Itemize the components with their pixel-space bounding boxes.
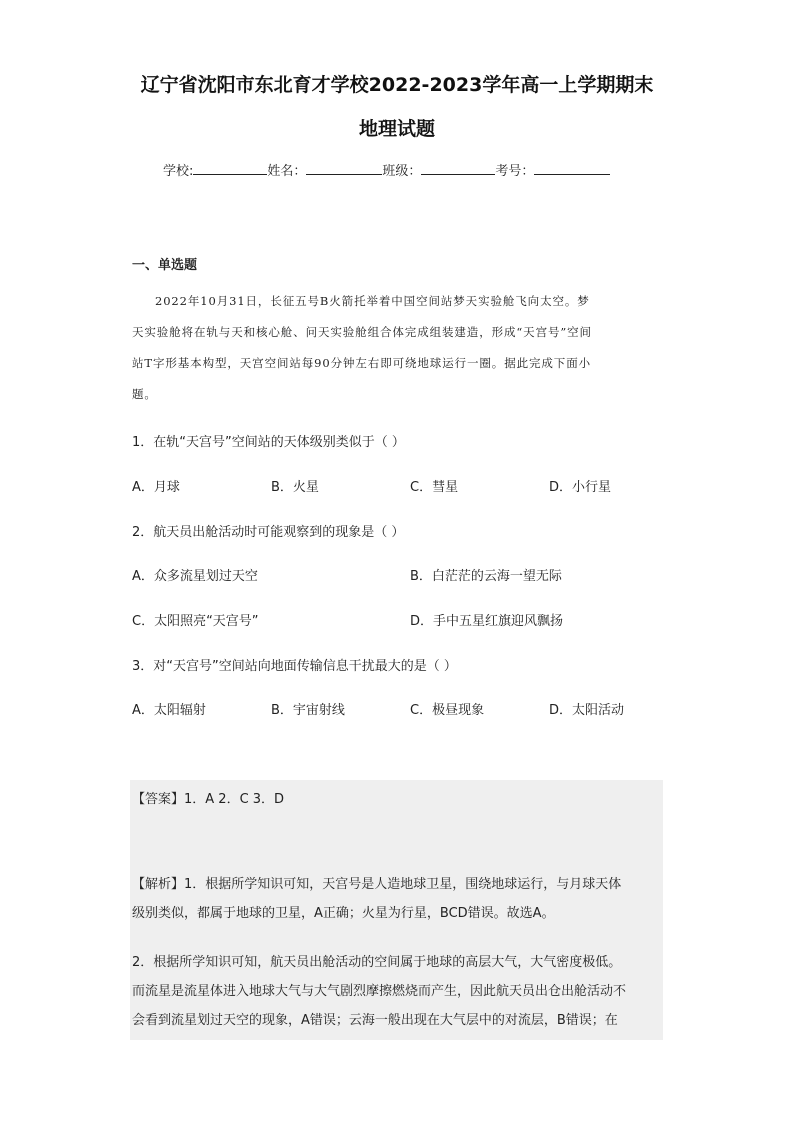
question-3-option-c[interactable]: C．极昼现象: [410, 703, 485, 718]
question-1-stem: 1．在轨“天宫号”空间站的天体级别类似于（ ）: [132, 435, 405, 450]
question-3-option-b[interactable]: B．宇宙射线: [271, 703, 345, 718]
question-2-stem: 2．航天员出舱活动时可能观察到的现象是（ ）: [132, 525, 405, 540]
reading-passage: [132, 286, 662, 410]
student-info-line: [163, 160, 610, 179]
exam-number-blank[interactable]: [534, 162, 610, 175]
exam-number-label: 考号：: [495, 164, 535, 179]
question-3-option-d[interactable]: D．太阳活动: [549, 703, 625, 718]
document-title-line1: 辽宁省沈阳市东北育才学校2022-2023学年高一上学期期末: [140, 74, 654, 96]
answer-key: 【答案】1．A 2．C 3．D: [132, 792, 285, 807]
explanation-paragraph-2: [132, 948, 662, 1035]
section-heading: 一、单选题: [132, 258, 198, 273]
name-blank[interactable]: [306, 162, 382, 175]
explanation-paragraph-1: [132, 870, 662, 928]
question-1-option-b[interactable]: B．火星: [271, 480, 319, 495]
question-2-option-a[interactable]: A．众多流星划过天空: [132, 569, 258, 584]
class-blank[interactable]: [421, 162, 495, 175]
passage-line: 天实验舱将在轨与天和核心舱、问天实验舱组合体完成组装建造，形成“天宫号”空间: [132, 325, 592, 339]
question-1-option-a[interactable]: A．月球: [132, 480, 180, 495]
question-2-option-d[interactable]: D．手中五星红旗迎风飘扬: [410, 614, 564, 629]
passage-line: 2022年10月31日，长征五号B火箭托举着中国空间站梦天实验舱飞向太空。梦: [155, 294, 590, 308]
class-label: 班级：: [382, 164, 422, 179]
name-label: 姓名：: [267, 164, 307, 179]
explanation-line: 级别类似，都属于地球的卫星，A正确；火星为行星，BCD错误。故选A。: [132, 906, 555, 921]
explanation-line: 而流星是流星体进入地球大气与大气剧烈摩擦燃烧而产生，因此航天员出仓出舱活动不: [132, 984, 627, 999]
explanation-line: 2．根据所学知识可知，航天员出舱活动的空间属于地球的高层大气，大气密度极低。: [132, 955, 622, 970]
question-2-option-b[interactable]: B．白茫茫的云海一望无际: [410, 569, 562, 584]
passage-line: 题。: [132, 387, 157, 401]
question-3-option-a[interactable]: A．太阳辐射: [132, 703, 206, 718]
explanation-line: 【解析】1．根据所学知识可知，天宫号是人造地球卫星，围绕地球运行，与月球天体: [132, 877, 622, 892]
school-blank[interactable]: [193, 162, 267, 175]
school-label: 学校:: [163, 164, 194, 179]
question-1-option-d[interactable]: D．小行星: [549, 480, 612, 495]
question-1-option-c[interactable]: C．彗星: [410, 480, 459, 495]
question-2-option-c[interactable]: C．太阳照亮“天宫号”: [132, 614, 259, 629]
question-3-stem: 3．对“天宫号”空间站向地面传输信息干扰最大的是（ ）: [132, 659, 457, 674]
explanation-line: 会看到流星划过天空的现象，A错误；云海一般出现在大气层中的对流层，B错误；在: [132, 1013, 618, 1028]
passage-line: 站T字形基本构型，天宫空间站每90分钟左右即可绕地球运行一圈。据此完成下面小: [132, 356, 591, 370]
document-title-line2: 地理试题: [358, 118, 435, 140]
